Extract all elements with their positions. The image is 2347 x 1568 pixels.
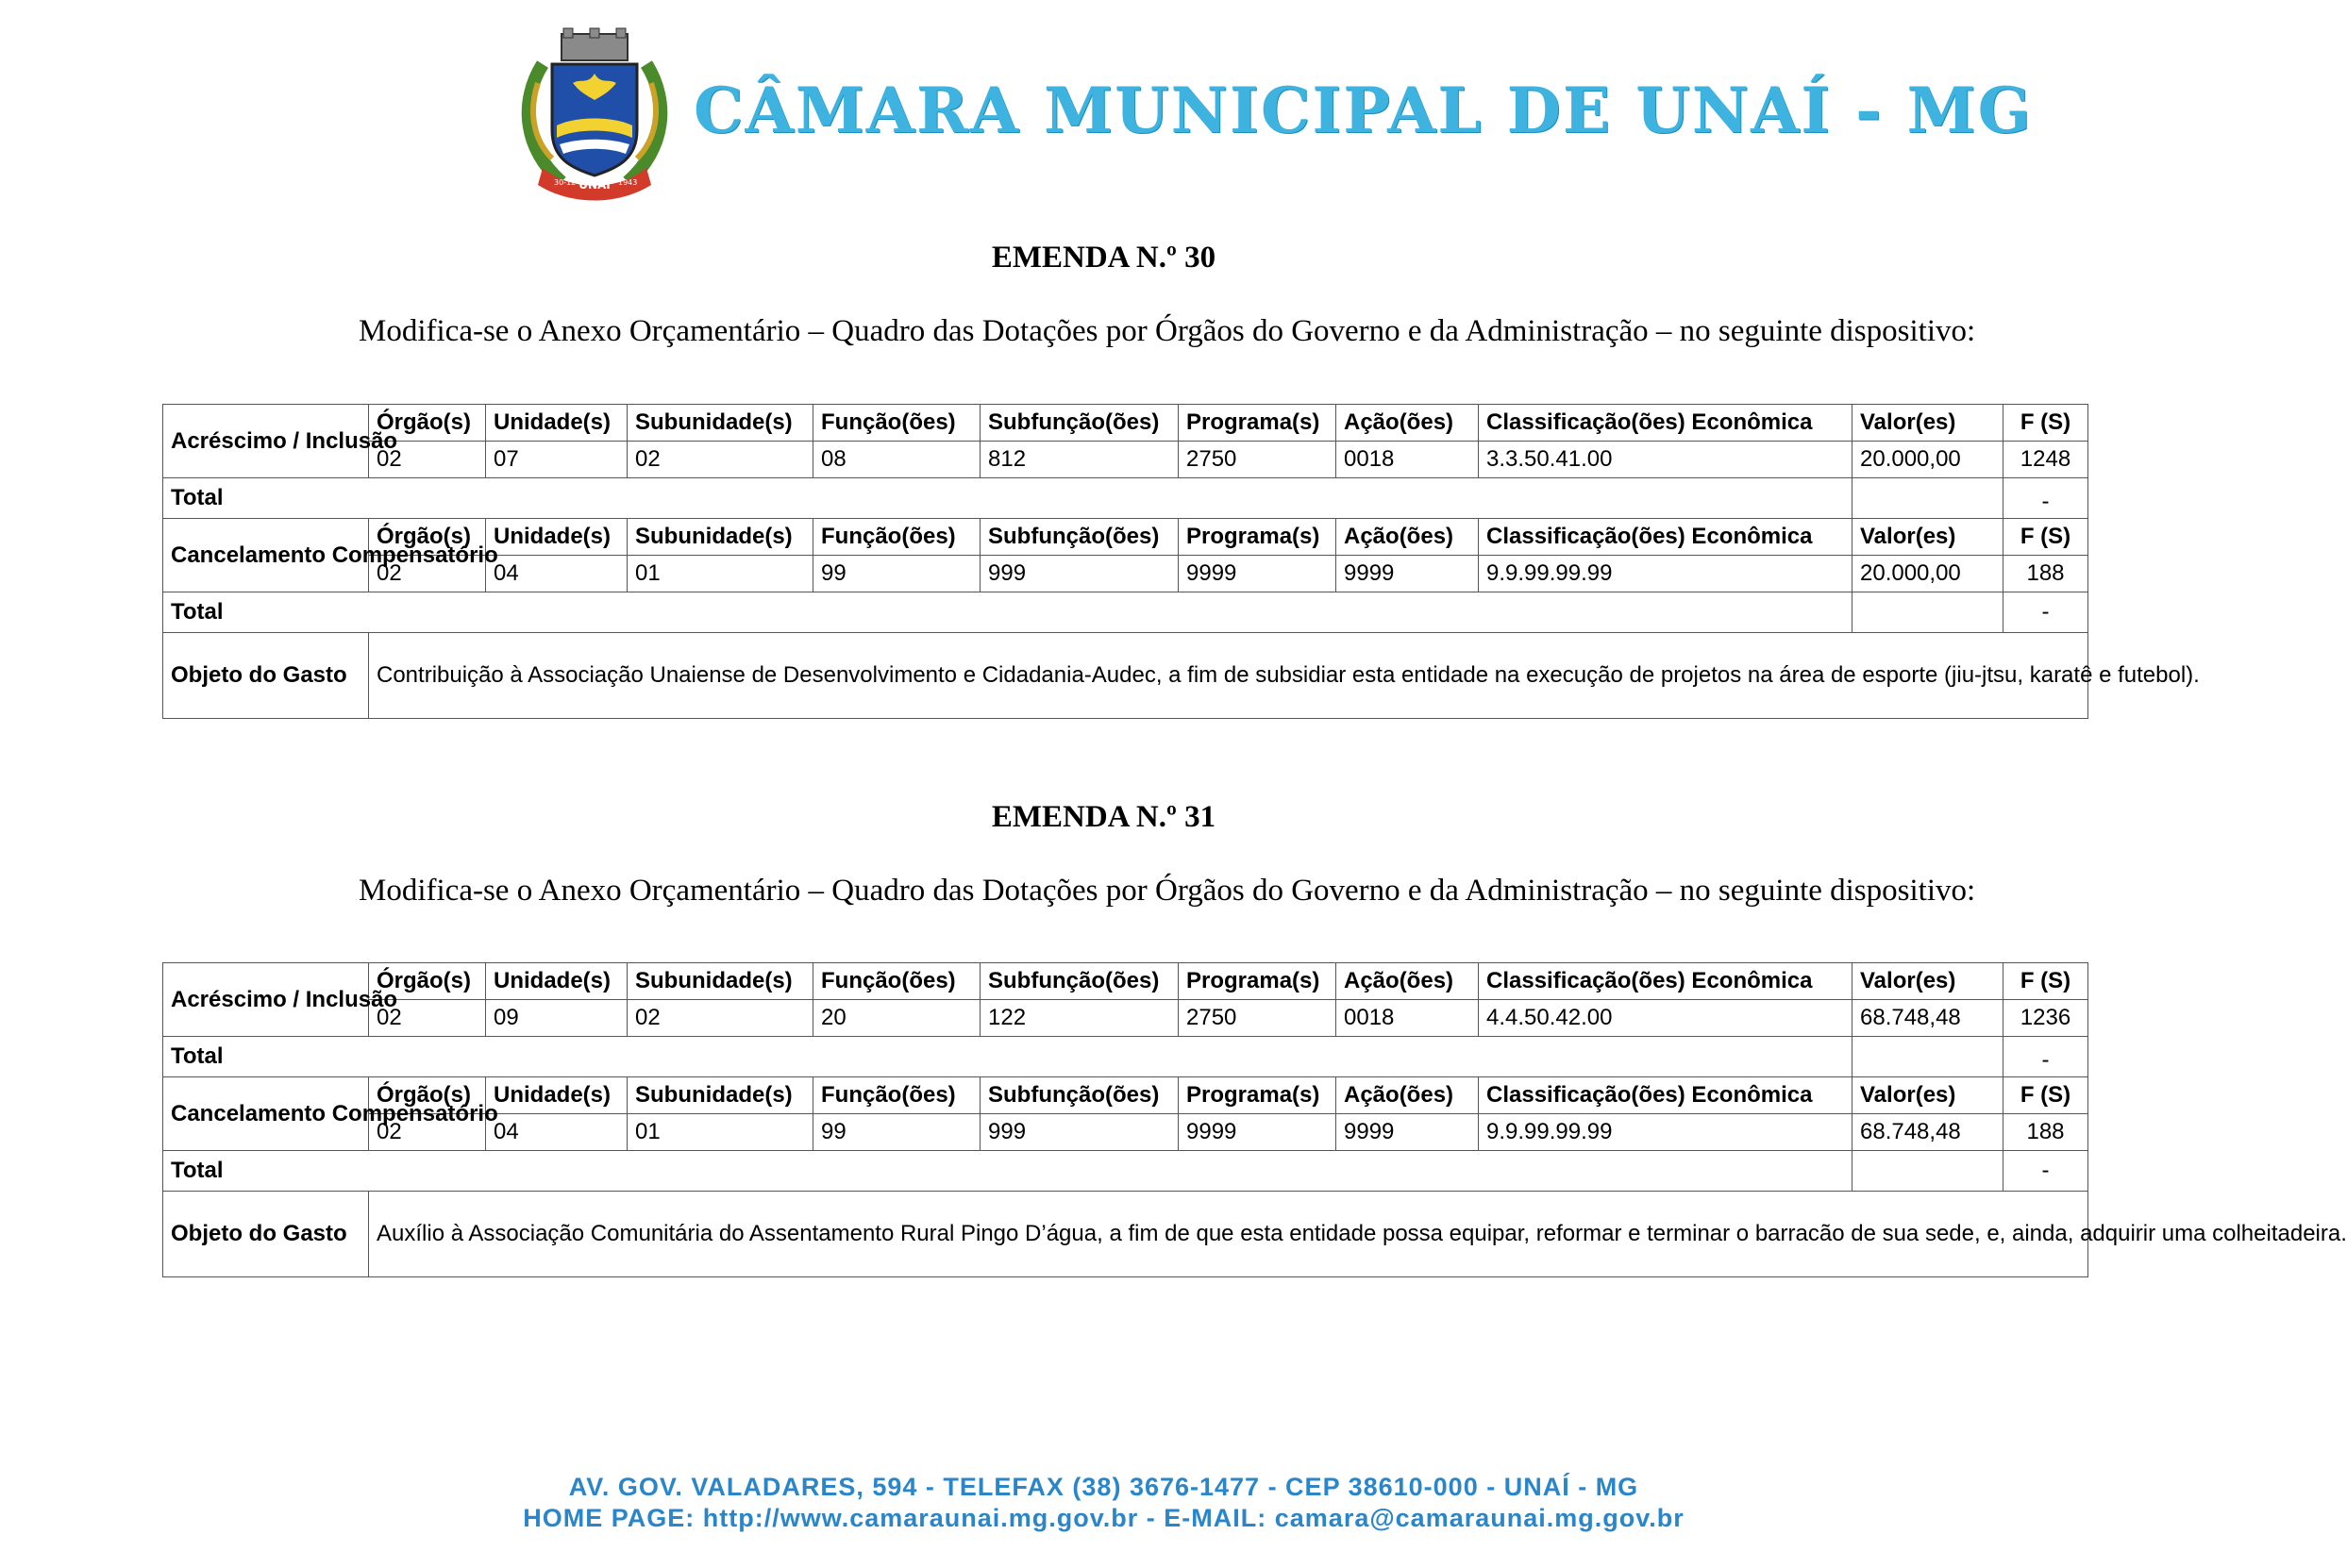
- col-fs: F (S): [2003, 405, 2088, 442]
- col-orgao: Órgão(s): [369, 1077, 486, 1114]
- col-subfuncao: Subfunção(ões): [981, 519, 1179, 556]
- emenda-intro: Modifica-se o Anexo Orçamentário – Quadro das Dotações por Órgãos do Governo e da Administração – no seguinte dispositivo:: [359, 314, 1976, 348]
- col-funcao: Função(ões): [813, 519, 981, 556]
- col-orgao: Órgão(s): [369, 405, 486, 442]
- col-fs: F (S): [2003, 963, 2088, 1000]
- cell-classificacao: 9.9.99.99.99: [1479, 556, 1852, 592]
- emenda-table: [162, 962, 2347, 1277]
- cell-programa: 9999: [1179, 556, 1336, 592]
- cell-orgao: 02: [369, 1000, 486, 1037]
- col-acao: Ação(ões): [1336, 405, 1479, 442]
- cell-fs: 1236: [2003, 1000, 2088, 1037]
- total-value: [1852, 478, 2003, 519]
- cell-unidade: 09: [486, 1000, 628, 1037]
- col-subfuncao: Subfunção(ões): [981, 405, 1179, 442]
- col-valor: Valor(es): [1852, 519, 2003, 556]
- cell-valor: 20.000,00: [1852, 556, 2003, 592]
- cell-unidade: 07: [486, 442, 628, 478]
- col-subunidade: Subunidade(s): [628, 963, 813, 1000]
- total-label: Total: [163, 592, 1852, 633]
- total-value: [1852, 1037, 2003, 1077]
- cell-acao: 9999: [1336, 556, 1479, 592]
- cell-classificacao: 9.9.99.99.99: [1479, 1114, 1852, 1151]
- col-funcao: Função(ões): [813, 963, 981, 1000]
- cell-programa: 2750: [1179, 442, 1336, 478]
- col-unidade: Unidade(s): [486, 1077, 628, 1114]
- cell-subfuncao: 122: [981, 1000, 1179, 1037]
- cell-unidade: 04: [486, 556, 628, 592]
- cancelamento-label: Cancelamento Compensatório: [163, 1077, 369, 1151]
- emenda-intro: Modifica-se o Anexo Orçamentário – Quadro das Dotações por Órgãos do Governo e da Administração – no seguinte dispositivo:: [359, 874, 1976, 908]
- emenda-title: EMENDA N.º 31: [991, 800, 1216, 834]
- cell-fs: 1248: [2003, 442, 2088, 478]
- col-subunidade: Subunidade(s): [628, 519, 813, 556]
- cancelamento-label: Cancelamento Compensatório: [163, 519, 369, 592]
- letterhead: [514, 26, 2033, 215]
- col-fs: F (S): [2003, 519, 2088, 556]
- objeto-text: Contribuição à Associação Unaiense de Desenvolvimento e Cidadania-Audec, a fim de subsidiar esta entidade na execução de projetos na área de esporte (jiu-jtsu, karatê e futebol).: [369, 633, 2088, 719]
- svg-text:1943: 1943: [618, 178, 638, 187]
- cell-funcao: 08: [813, 442, 981, 478]
- col-programa: Programa(s): [1179, 1077, 1336, 1114]
- total-fs: -: [2003, 478, 2088, 519]
- cell-valor: 20.000,00: [1852, 442, 2003, 478]
- cell-classificacao: 3.3.50.41.00: [1479, 442, 1852, 478]
- col-valor: Valor(es): [1852, 1077, 2003, 1114]
- cell-classificacao: 4.4.50.42.00: [1479, 1000, 1852, 1037]
- cell-subfuncao: 812: [981, 442, 1179, 478]
- col-programa: Programa(s): [1179, 405, 1336, 442]
- col-acao: Ação(ões): [1336, 1077, 1479, 1114]
- cell-fs: 188: [2003, 556, 2088, 592]
- col-programa: Programa(s): [1179, 519, 1336, 556]
- col-valor: Valor(es): [1852, 963, 2003, 1000]
- cell-funcao: 99: [813, 1114, 981, 1151]
- col-funcao: Função(ões): [813, 1077, 981, 1114]
- cell-funcao: 99: [813, 556, 981, 592]
- total-label: Total: [163, 478, 1852, 519]
- acrescimo-label: Acréscimo / Inclusão: [163, 963, 369, 1037]
- col-valor: Valor(es): [1852, 405, 2003, 442]
- cell-orgao: 02: [369, 1114, 486, 1151]
- cell-valor: 68.748,48: [1852, 1114, 2003, 1151]
- col-unidade: Unidade(s): [486, 519, 628, 556]
- cell-subunidade: 01: [628, 1114, 813, 1151]
- col-subunidade: Subunidade(s): [628, 405, 813, 442]
- col-classificacao: Classificação(ões) Econômica: [1479, 1077, 1852, 1114]
- col-classificacao: Classificação(ões) Econômica: [1479, 405, 1852, 442]
- cell-valor: 68.748,48: [1852, 1000, 2003, 1037]
- total-fs: -: [2003, 592, 2088, 633]
- total-fs: -: [2003, 1037, 2088, 1077]
- col-classificacao: Classificação(ões) Econômica: [1479, 963, 1852, 1000]
- emenda-title: EMENDA N.º 30: [991, 241, 1216, 275]
- svg-text:UNAÍ: UNAÍ: [578, 178, 611, 192]
- footer-address: AV. GOV. VALADARES, 594 - TELEFAX (38) 3676-1477 - CEP 38610-000 - UNAÍ - MG: [568, 1473, 1639, 1501]
- col-fs: F (S): [2003, 1077, 2088, 1114]
- cell-acao: 0018: [1336, 1000, 1479, 1037]
- col-programa: Programa(s): [1179, 963, 1336, 1000]
- acrescimo-label: Acréscimo / Inclusão: [163, 405, 369, 478]
- objeto-label: Objeto do Gasto: [163, 1192, 369, 1277]
- cell-subfuncao: 999: [981, 556, 1179, 592]
- cell-programa: 2750: [1179, 1000, 1336, 1037]
- cell-subunidade: 02: [628, 442, 813, 478]
- col-unidade: Unidade(s): [486, 963, 628, 1000]
- col-acao: Ação(ões): [1336, 963, 1479, 1000]
- objeto-label: Objeto do Gasto: [163, 633, 369, 719]
- org-name: CÂMARA MUNICIPAL DE UNAÍ - MG: [694, 74, 2033, 147]
- col-subfuncao: Subfunção(ões): [981, 963, 1179, 1000]
- cell-acao: 9999: [1336, 1114, 1479, 1151]
- col-subfuncao: Subfunção(ões): [981, 1077, 1179, 1114]
- col-subunidade: Subunidade(s): [628, 1077, 813, 1114]
- total-value: [1852, 592, 2003, 633]
- cell-subunidade: 01: [628, 556, 813, 592]
- municipal-crest-icon: [514, 26, 675, 206]
- total-label: Total: [163, 1151, 1852, 1192]
- objeto-text: Auxílio à Associação Comunitária do Assentamento Rural Pingo D’água, a fim de que esta entidade possa equipar, reformar e terminar o barracão de sua sede, e, ainda, adquirir uma colheitadeira.: [369, 1192, 2088, 1277]
- cell-orgao: 02: [369, 442, 486, 478]
- col-orgao: Órgão(s): [369, 519, 486, 556]
- cell-subunidade: 02: [628, 1000, 813, 1037]
- cell-orgao: 02: [369, 556, 486, 592]
- col-classificacao: Classificação(ões) Econômica: [1479, 519, 1852, 556]
- col-funcao: Função(ões): [813, 405, 981, 442]
- col-orgao: Órgão(s): [369, 963, 486, 1000]
- cell-funcao: 20: [813, 1000, 981, 1037]
- col-acao: Ação(ões): [1336, 519, 1479, 556]
- cell-unidade: 04: [486, 1114, 628, 1151]
- emenda-table: [162, 404, 2200, 719]
- total-label: Total: [163, 1037, 1852, 1077]
- cell-programa: 9999: [1179, 1114, 1336, 1151]
- total-fs: -: [2003, 1151, 2088, 1192]
- footer-contact: HOME PAGE: http://www.camaraunai.mg.gov.br - E-MAIL: camara@camaraunai.mg.gov.br: [523, 1504, 1685, 1532]
- total-value: [1852, 1151, 2003, 1192]
- cell-fs: 188: [2003, 1114, 2088, 1151]
- col-unidade: Unidade(s): [486, 405, 628, 442]
- cell-acao: 0018: [1336, 442, 1479, 478]
- svg-text:30-12: 30-12: [554, 178, 577, 187]
- cell-subfuncao: 999: [981, 1114, 1179, 1151]
- footer: [0, 1472, 2207, 1534]
